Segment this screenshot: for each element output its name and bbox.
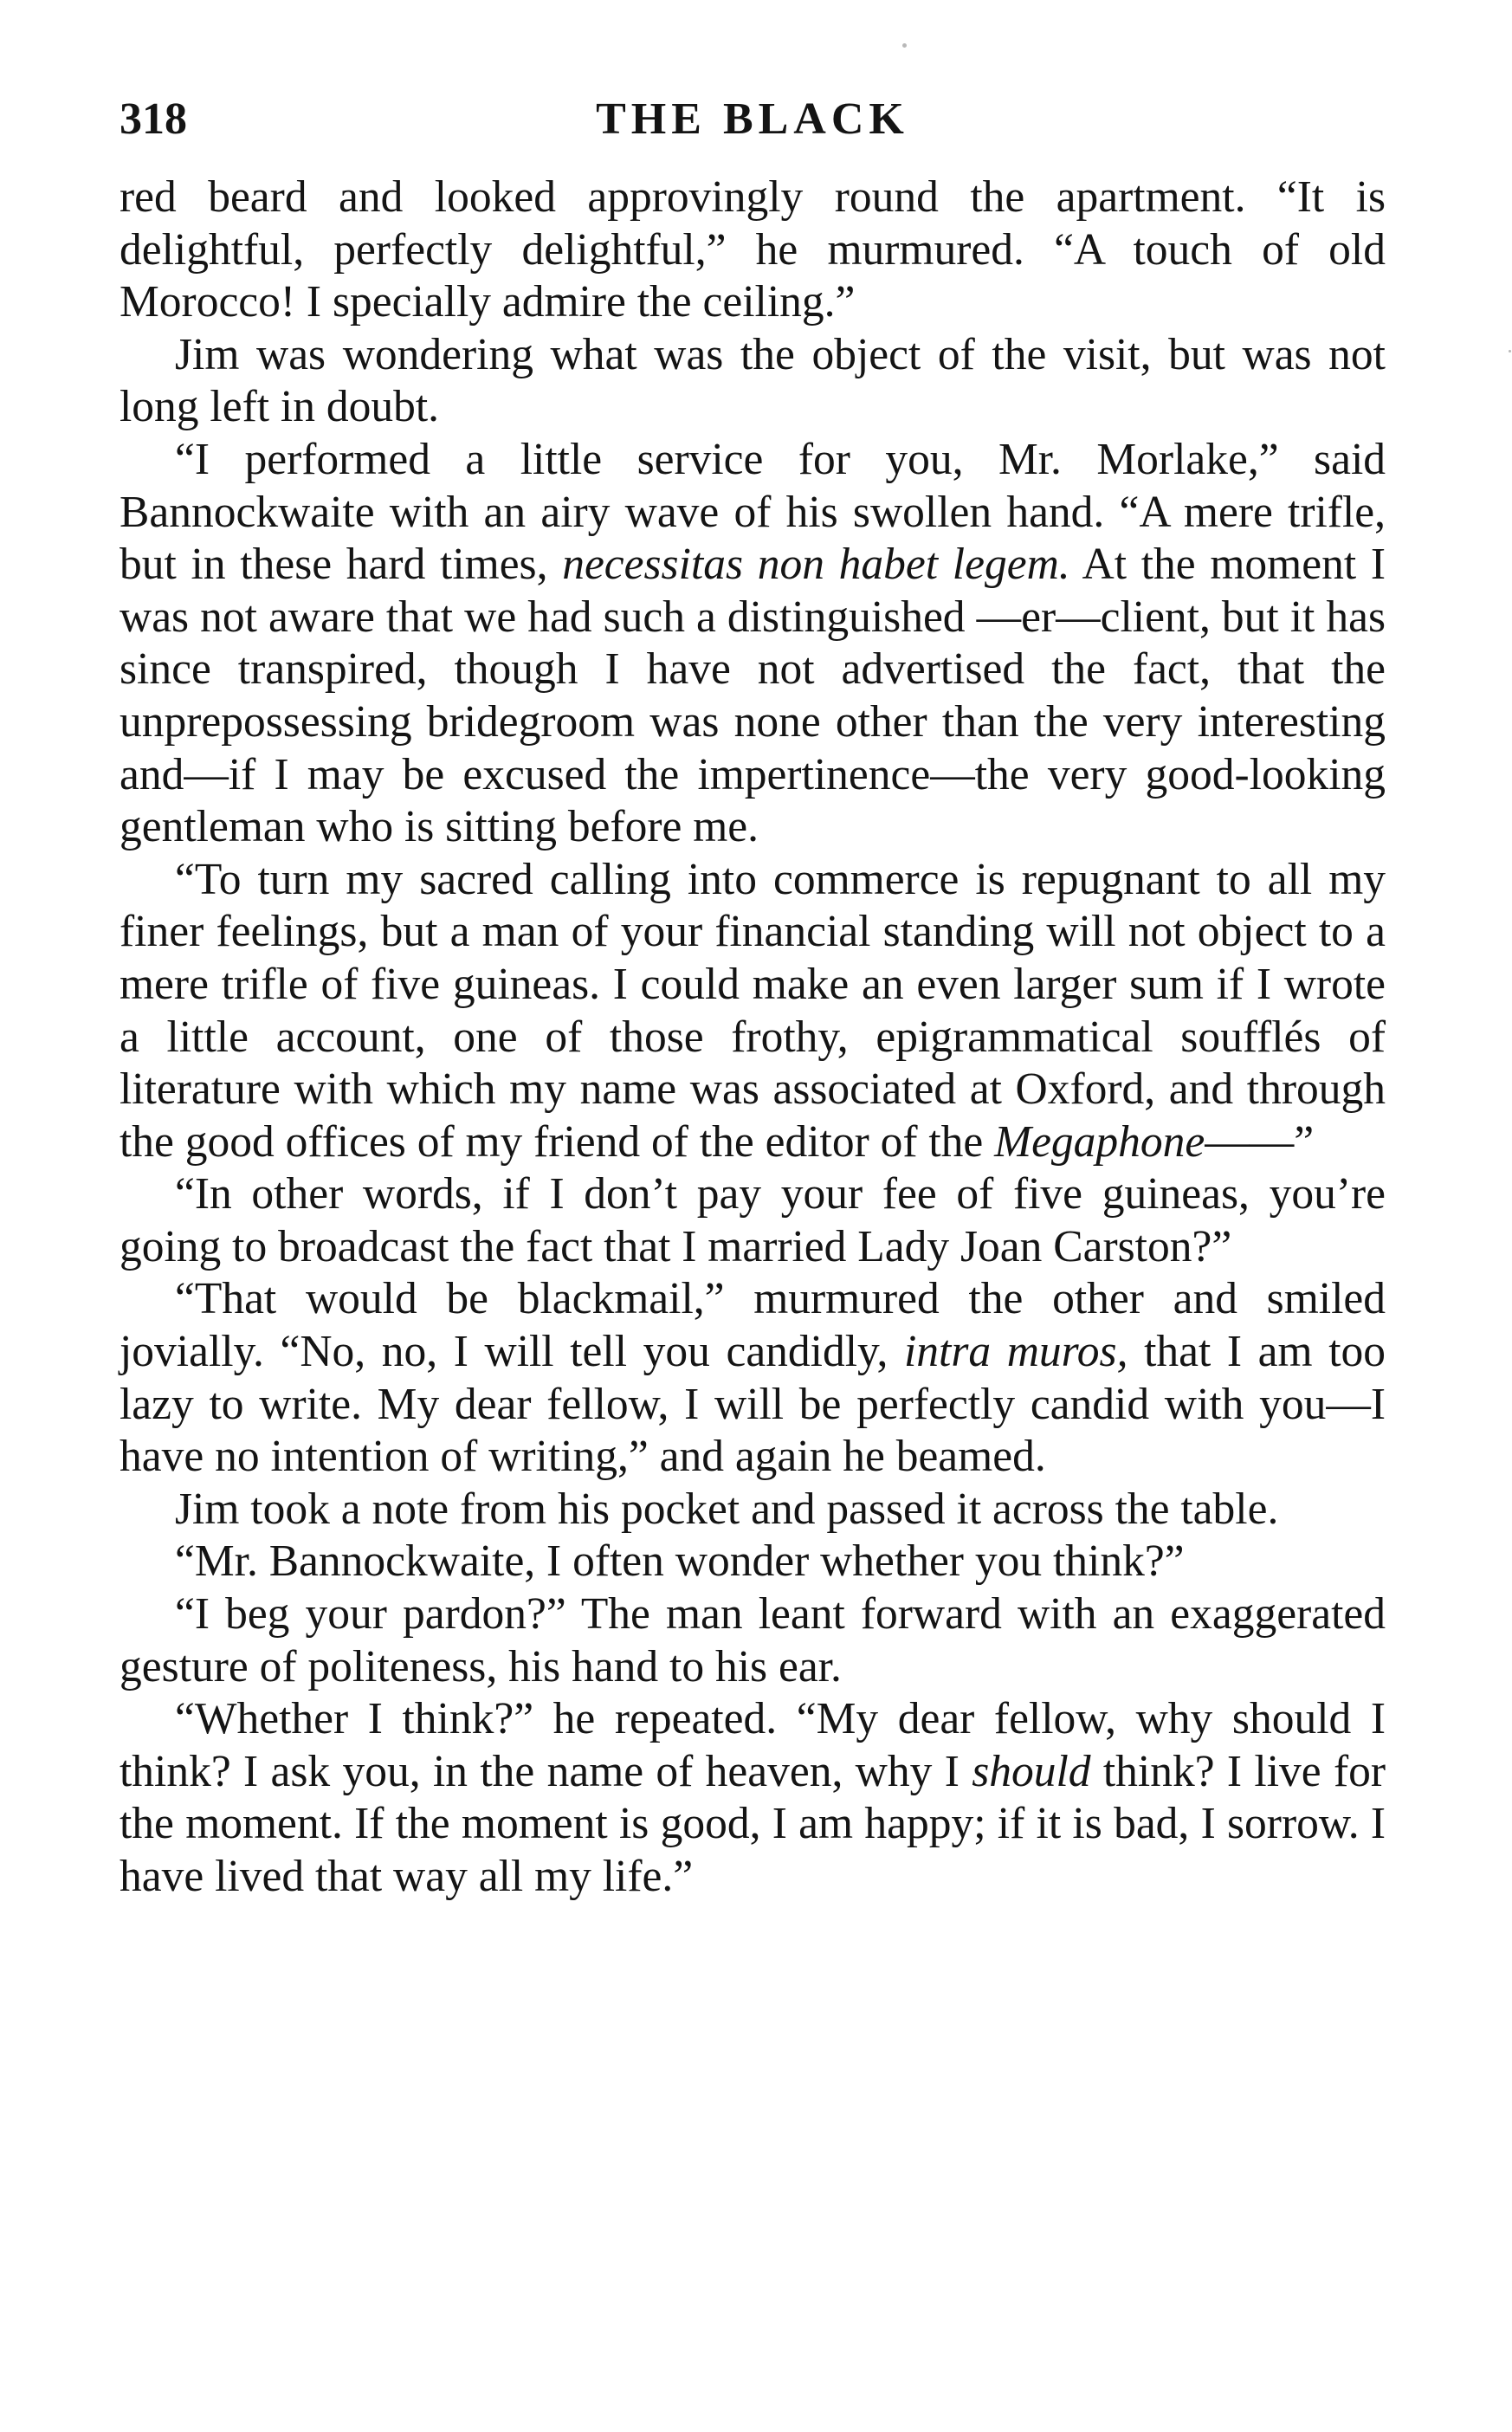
text-run: “To turn my sacred calling into commerce is repugnant to all my finer feelings, but a man of your financial standing will not object to a mere trifle of five guineas. I could make an even larger sum if I wrote a little account, one of those frothy, epigrammatical soufflés of literature with which my name was associated at Oxford, and through the good offices of my friend of the editor of the	[120, 854, 1386, 1167]
text-run: At the moment I was not aware that we had such a distinguished —er—client, but it has since transpired, though I have not advertised the fact, that the unprepossessing bridegroom was none other than the very interesting and—if I may be excused the impertinence—the very good-looking gentleman who is sitting before me.	[120, 540, 1386, 852]
paragraph	[120, 1536, 1386, 1588]
text-run: “Whether I think?” he repeated. “My dear fellow, why should I think? I ask you, in the name of heaven, why I	[120, 1694, 1386, 1796]
page-header	[120, 83, 1386, 156]
paragraph	[120, 171, 1386, 329]
text-run: “Mr. Bannockwaite, I often wonder whether you think?”	[175, 1536, 1185, 1587]
text-run: “In other words, if I don’t pay your fee of five guineas, you’re going to broadcast the fact that I married Lady Joan Carston?”	[120, 1169, 1386, 1271]
paragraph	[120, 1273, 1386, 1483]
text-run: Jim was wondering what was the object of the visit, but was not long left in doubt.	[120, 329, 1386, 432]
page-number: 318	[120, 94, 187, 144]
book-page	[120, 83, 1386, 1904]
running-title: THE BLACK	[596, 94, 909, 144]
paper-speck	[1509, 350, 1511, 353]
italic-text: necessitas non habet legem.	[562, 540, 1070, 590]
text-run: “I performed a little service for you, Mr. Morlake,” said Bannockwaite with an airy wave of his swollen hand. “A mere trifle, but in these hard times,	[120, 434, 1386, 590]
italic-text: Megaphone	[994, 1116, 1205, 1167]
italic-text: intra muros,	[903, 1327, 1128, 1377]
paragraph	[120, 1484, 1386, 1536]
paragraph	[120, 434, 1386, 854]
text-run: Jim took a note from his pocket and passed it across the table.	[175, 1484, 1279, 1534]
text-run: ——”	[1205, 1116, 1315, 1167]
paragraph	[120, 329, 1386, 434]
paper-speck	[902, 43, 907, 48]
paragraph	[120, 1693, 1386, 1903]
paragraph	[120, 1168, 1386, 1273]
text-run: “That would be blackmail,” murmured the other and smiled jovially. “No, no, I will tell you candidly,	[120, 1274, 1386, 1377]
paragraph	[120, 854, 1386, 1169]
text-run: “I beg your pardon?” The man leant forward with an exaggerated gesture of politeness, his hand to his ear.	[120, 1589, 1386, 1691]
text-run: red beard and looked approvingly round the apartment. “It is delightful, perfectly delightful,” he murmured. “A touch of old Morocco! I specially admire the ceiling.”	[120, 172, 1386, 327]
text-run: that I am too lazy to write. My dear fellow, I will be perfectly candid with you—I have no intention of writing,” and again he beamed.	[120, 1327, 1386, 1482]
italic-text: should	[972, 1746, 1091, 1796]
body-text	[120, 171, 1386, 1904]
text-run: think? I live for the moment. If the moment is good, I am happy; if it is bad, I sorrow. I have lived that way all my life.”	[120, 1746, 1386, 1901]
paragraph	[120, 1588, 1386, 1693]
